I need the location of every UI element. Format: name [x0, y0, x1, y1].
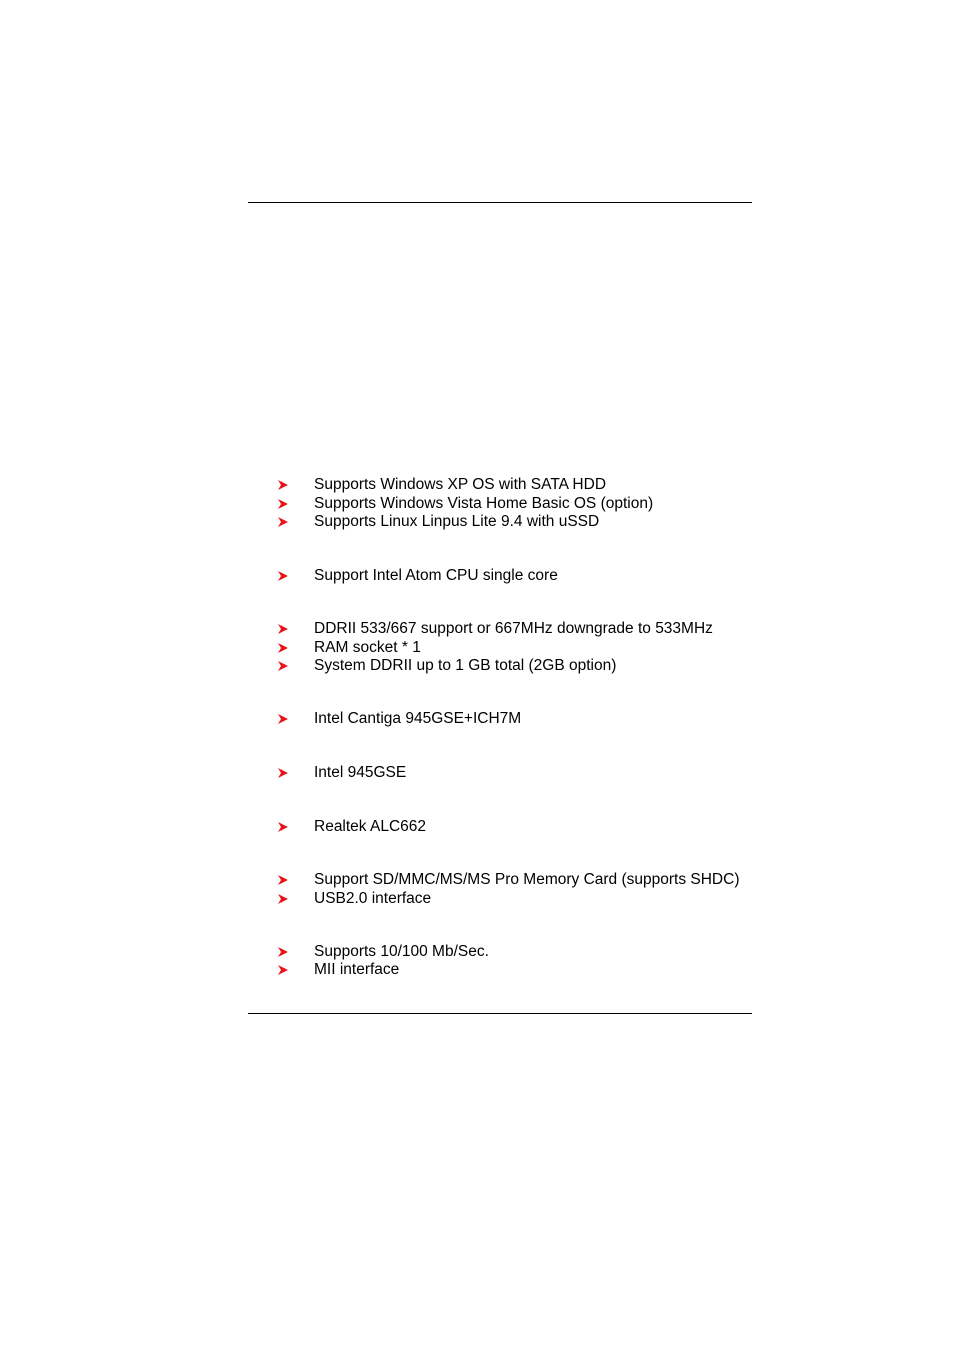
list-item-audio: [277, 817, 427, 836]
footer-rule: [248, 1013, 752, 1014]
list-item-memory-ddrii: [277, 619, 713, 638]
list-item-text: Intel Cantiga 945GSE+ICH7M: [314, 710, 522, 727]
red-arrowhead-bullet-icon: [277, 642, 291, 654]
list-item-text: Realtek ALC662: [314, 818, 427, 835]
list-item-text: Supports Linux Linpus Lite 9.4 with uSSD: [314, 513, 600, 530]
red-arrowhead-bullet-icon: [277, 893, 291, 905]
red-arrowhead-bullet-icon: [277, 623, 291, 635]
list-item-text: System DDRII up to 1 GB total (2GB option): [314, 657, 617, 674]
list-item-text: USB2.0 interface: [314, 890, 432, 907]
list-item-os-vista: [277, 494, 654, 513]
list-item-text: Supports 10/100 Mb/Sec.: [314, 943, 489, 960]
red-arrowhead-bullet-icon: [277, 713, 291, 725]
header-rule: [248, 202, 752, 203]
list-item-chipset: [277, 709, 522, 728]
list-item-text: RAM socket * 1: [314, 639, 421, 656]
red-arrowhead-bullet-icon: [277, 516, 291, 528]
red-arrowhead-bullet-icon: [277, 570, 291, 582]
red-arrowhead-bullet-icon: [277, 874, 291, 886]
red-arrowhead-bullet-icon: [277, 946, 291, 958]
list-item-lan-speed: [277, 942, 489, 961]
red-arrowhead-bullet-icon: [277, 498, 291, 510]
list-item-text: DDRII 533/667 support or 667MHz downgrade to 533MHz: [314, 620, 713, 637]
list-item-cpu: [277, 566, 558, 585]
list-item-card-reader: [277, 870, 740, 889]
red-arrowhead-bullet-icon: [277, 821, 291, 833]
red-arrowhead-bullet-icon: [277, 660, 291, 672]
list-item-text: Supports Windows Vista Home Basic OS (option): [314, 495, 654, 512]
list-item-text: Supports Windows XP OS with SATA HDD: [314, 476, 607, 493]
list-item-card-reader-usb: [277, 889, 432, 908]
list-item-text: MII interface: [314, 961, 400, 978]
red-arrowhead-bullet-icon: [277, 479, 291, 491]
red-arrowhead-bullet-icon: [277, 964, 291, 976]
list-item-text: Support Intel Atom CPU single core: [314, 567, 558, 584]
list-item-graphics: [277, 763, 407, 782]
list-item-os-xp: [277, 475, 607, 494]
list-item-text: Support SD/MMC/MS/MS Pro Memory Card (supports SHDC): [314, 871, 740, 888]
list-item-memory-total: [277, 656, 617, 675]
list-item-text: Intel 945GSE: [314, 764, 407, 781]
list-item-lan-mii: [277, 960, 400, 979]
list-item-memory-socket: [277, 638, 421, 657]
red-arrowhead-bullet-icon: [277, 767, 291, 779]
list-item-os-linux: [277, 512, 600, 531]
